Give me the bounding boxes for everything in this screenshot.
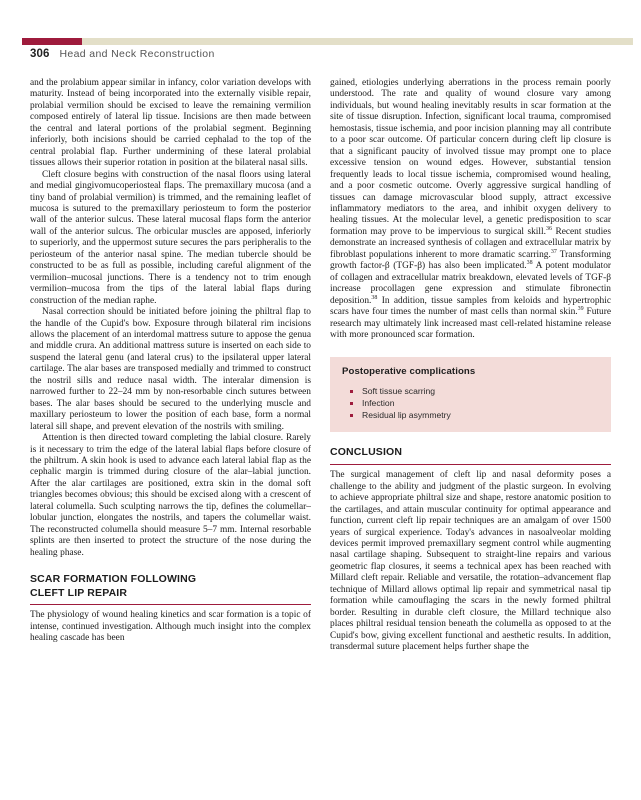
section-heading-block [30,573,311,605]
callout-title: Postoperative complications [342,366,476,378]
paragraph-segment: Transforming growth factor-β (TGF-β) has also been implicated. [330,249,611,272]
page-columns [30,78,611,778]
paragraph: Nasal correction should be initiated before joining the philtral flap to the handle of the Cupid's bow. Exposure through bilateral rim incisions allows the placement of an interdomal mattress suture to appose the genua and middle crura. An additional mattress suture is inserted on each side to suspend the lateral genu (and lateral crus) to the ipsilateral upper lateral cartilage. The alar bases are transposed medially and trimmed to construct the nostril sills and reduce nasal width. The interalar dimension is narrowed further to 22–24 mm by non-resorbable cinch sutures between bases. The alar bases should be secured to the underlying muscle and maxillary periosteum to lower the position of each base, form a normal lateral sill shape, and prevent elevation of the nostrils with smiling. [30,307,311,432]
running-head [30,48,215,66]
conclusion-heading-block [330,446,611,465]
paragraph: Attention is then directed toward completing the labial closure. Rarely is it necessary to trim the edge of the lateral labial flaps before closure of the philtrum. A skin hook is used to advance each lateral labial flap as the cephalic margin is trimmed during closure of the alar–labial junction. After the alar cartilages are positioned, extra skin in the domal soft triangles becomes obvious; this should be excised along with a crescent of lateral columella. Such sculpting narrows the tip, defines the columellar–lobular junction, elongates the nostrils, and tapers the columellar waist. The reconstructed columella should measure 5–7 mm. Internal resorbable splints are then inserted to protect the structure of the nose during the healing phase. [30,433,311,558]
header-rule-band [22,38,633,45]
page-number: 306 [30,48,50,60]
paragraph: Cleft closure begins with construction of the nasal floors using lateral and medial gingivomucoperiosteal flaps. The premaxillary mucosa (and a tiny band of prolabial vermilion) is trimmed, and the remaining leaflet of mucosa is sutured to the premaxillary periosteum to form the posterior wall of the anterior sulcus. These lateral mucosal flaps form the anterior wall of the anterior sulcus. The orbicular muscles are apposed, inferiorly to superiorly, and the uppermost suture secures the pars peripheralis to the periosteum of the anterior nasal spine. The median tubercle should be constructed to be as full as possible, including careful alignment of the vermilion–mucosal junctions. There is a tendency not to trim enough vermilion–mucosa from the tips of the lateral labial flaps during construction of the median raphe. [30,169,311,306]
running-title: Head and Neck Reconstruction [59,48,215,60]
section-heading-line-2: CLEFT LIP REPAIR [30,586,128,599]
left-column [30,78,311,645]
list-item: Residual lip asymmetry [342,409,599,421]
postoperative-complications-callout [330,357,611,432]
paragraph-segment: Recent studies demonstrate an increased synthesis of collagen and extracellular matrix by fibroblast populations inherent to more dramatic scarring. [330,226,612,260]
list-item: Infection [342,397,599,409]
list-item: Soft tissue scarring [342,385,599,397]
spacer [330,341,611,357]
paragraph-segment: gained, etiologies underlying aberrations in the process remain poorly understood. The rate and quality of wound closure vary among individuals, but wound healing inevitably results in scar formation at the site of tissue disruption. Infection, significant local trauma, compromised hemostasis, tissue ischemia, and poor incision planning may all contribute to a poor scar outcome. Of particular concern during cleft lip closure is that a significant paucity of involved tissue may prompt one to place excessive tension on wound edges. However, substantial tension frequently leads to local tissue ischemia, compromised wound healing, and a poor cosmetic outcome. Overly aggressive surgical handling of tissues can damage microvascular blood supply, attract excessive inflammatory mediators to the area, and inhibit oxygen delivery to healing tissues. At the molecular level, a genetic predisposition to scar formation may prove to be impervious to surgical skill. [330,78,611,237]
paragraph-segment: In addition, tissue samples from keloids and hypertrophic scars have four times the number of mast cells than normal skin. [330,295,611,318]
reference-marker: 36 [545,225,552,232]
paragraph-segment: Future research may ultimately link increased mast cell-related histamine release with more pronounced scar formation. [330,307,611,340]
callout-list [342,385,599,421]
paragraph: The surgical management of cleft lip and nasal deformity poses a challenge to the ability and judgment of the plastic surgeon. In evolving to achieve appropriate philtral size and shape, restore anatomic position to the cartilages, and attain muscular continuity for optimal appearance and function, current cleft lip repair techniques are an amalgam of over 1500 years of surgical experience. Today's advances in nasoalveolar molding devices permit improved premaxillary segment control while augmenting nasal cartilage shaping. Subsequent to straight-line repairs and various geometric flap closures, it seems a technical apex has been reached with Millard cleft repair. Reliable and versatile, the rotation–advancement flap technique of Millard allows optimal lip repair and symmetrical nasal tip formation while camouflaging the scars in the newly formed philtral border. Resulting in durable cleft closure, the Millard technique also places philtral residual tension beneath the columella as opposed to at the Cupid's bow, giving excellent functional and aesthetic results. In addition, transdermal suture placement helps further shape the [330,470,611,653]
right-column [330,78,611,654]
paragraph: and the prolabium appear similar in infancy, color variation develops with maturity. Instead of being incorporated into the externally visible repair, prolabial vermilion should be excised to leave the remaining vermilion composed entirely of lateral lip tissue. Incisions are then made between the central and lateral portions of the prolabial segment. Beginning inferiorly, both incisions should be carried cephalad to the top of the central prolabial flap. Further undermining of these lateral prolabial tissues allows their superior rotation in position at the bilateral nasal sills. [30,78,311,169]
reference-marker: 38 [371,294,378,301]
reference-marker: 37 [550,248,557,255]
paragraph-with-references [330,78,611,341]
conclusion-heading: CONCLUSION [330,446,403,459]
reference-marker: 39 [577,305,584,312]
section-heading-rule [30,604,311,605]
header-rule-accent [22,38,82,45]
conclusion-heading-rule [330,464,611,465]
reference-marker: 38 [526,260,533,267]
section-heading-line-1: SCAR FORMATION FOLLOWING [30,573,197,586]
paragraph-segment: A potent modulator of collagen and extracellular matrix breakdown, elevated levels of TGF-β increase procollagen gene expression and stimulate fibronectin deposition. [330,261,611,306]
paragraph: The physiology of wound healing kinetics and scar formation is a topic of intense, continued investigation. Although much insight into the complex healing cascade has been [30,610,311,644]
